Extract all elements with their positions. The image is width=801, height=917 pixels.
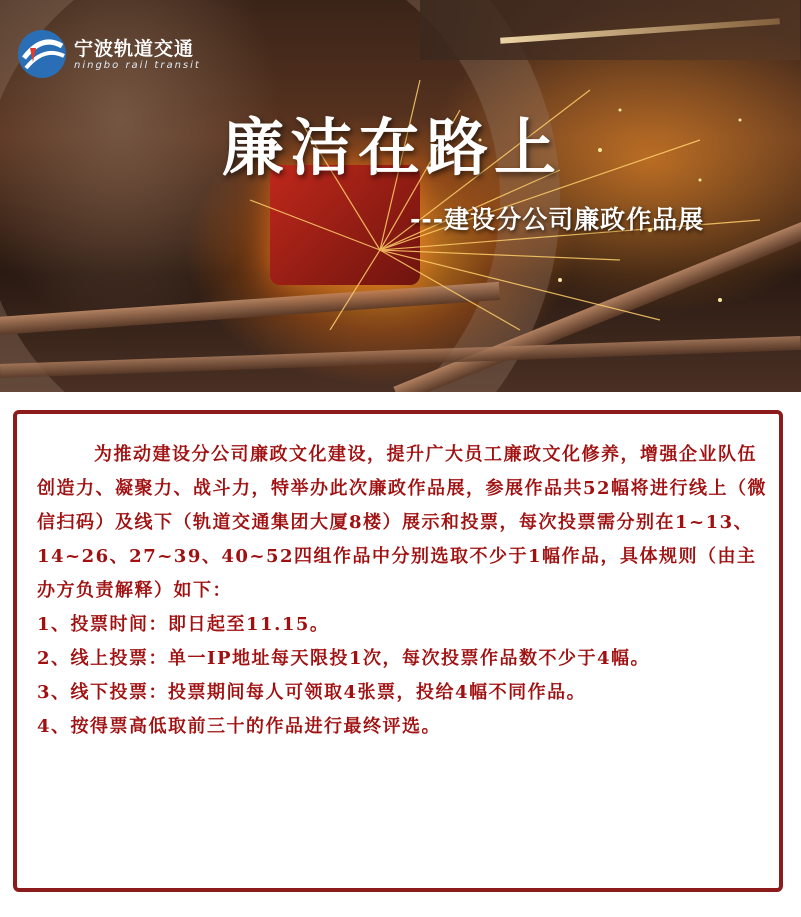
rule-item: 1、投票时间：即日起至11.15。 (37, 614, 330, 635)
hero-banner (0, 0, 801, 392)
company-logo (16, 28, 201, 80)
banner-subtitle: ---建设分公司廉政作品展 (410, 205, 705, 234)
announcement-box (13, 410, 783, 892)
logo-name-cn: 宁波轨道交通 (74, 37, 195, 60)
rail-transit-logo-icon (16, 28, 68, 80)
banner-title: 廉洁在路上 (222, 111, 563, 184)
rule-item: 4、按得票高低取前三十的作品进行最终评选。 (37, 716, 442, 737)
intro-paragraph: 为推动建设分公司廉政文化建设，提升广大员工廉政文化修养，增强企业队伍创造力、凝聚力、战斗力，特举办此次廉政作品展，参展作品共52幅将进行线上（微信扫码）及线下（轨道交通集团大厦8楼）展示和投票，每次投票需分别在1~13、14~26、27~39、40~52四组作品中分别选取不少于1幅作品，具体规则（由主办方负责解释）如下： (37, 444, 768, 601)
rule-item: 3、线下投票：投票期间每人可领取4张票，投给4幅不同作品。 (37, 682, 587, 703)
rule-item: 2、线上投票：单一IP地址每天限投1次，每次投票作品数不少于4幅。 (37, 648, 651, 669)
announcement-text (17, 414, 779, 744)
logo-name-en: ningbo rail transit (74, 59, 201, 71)
